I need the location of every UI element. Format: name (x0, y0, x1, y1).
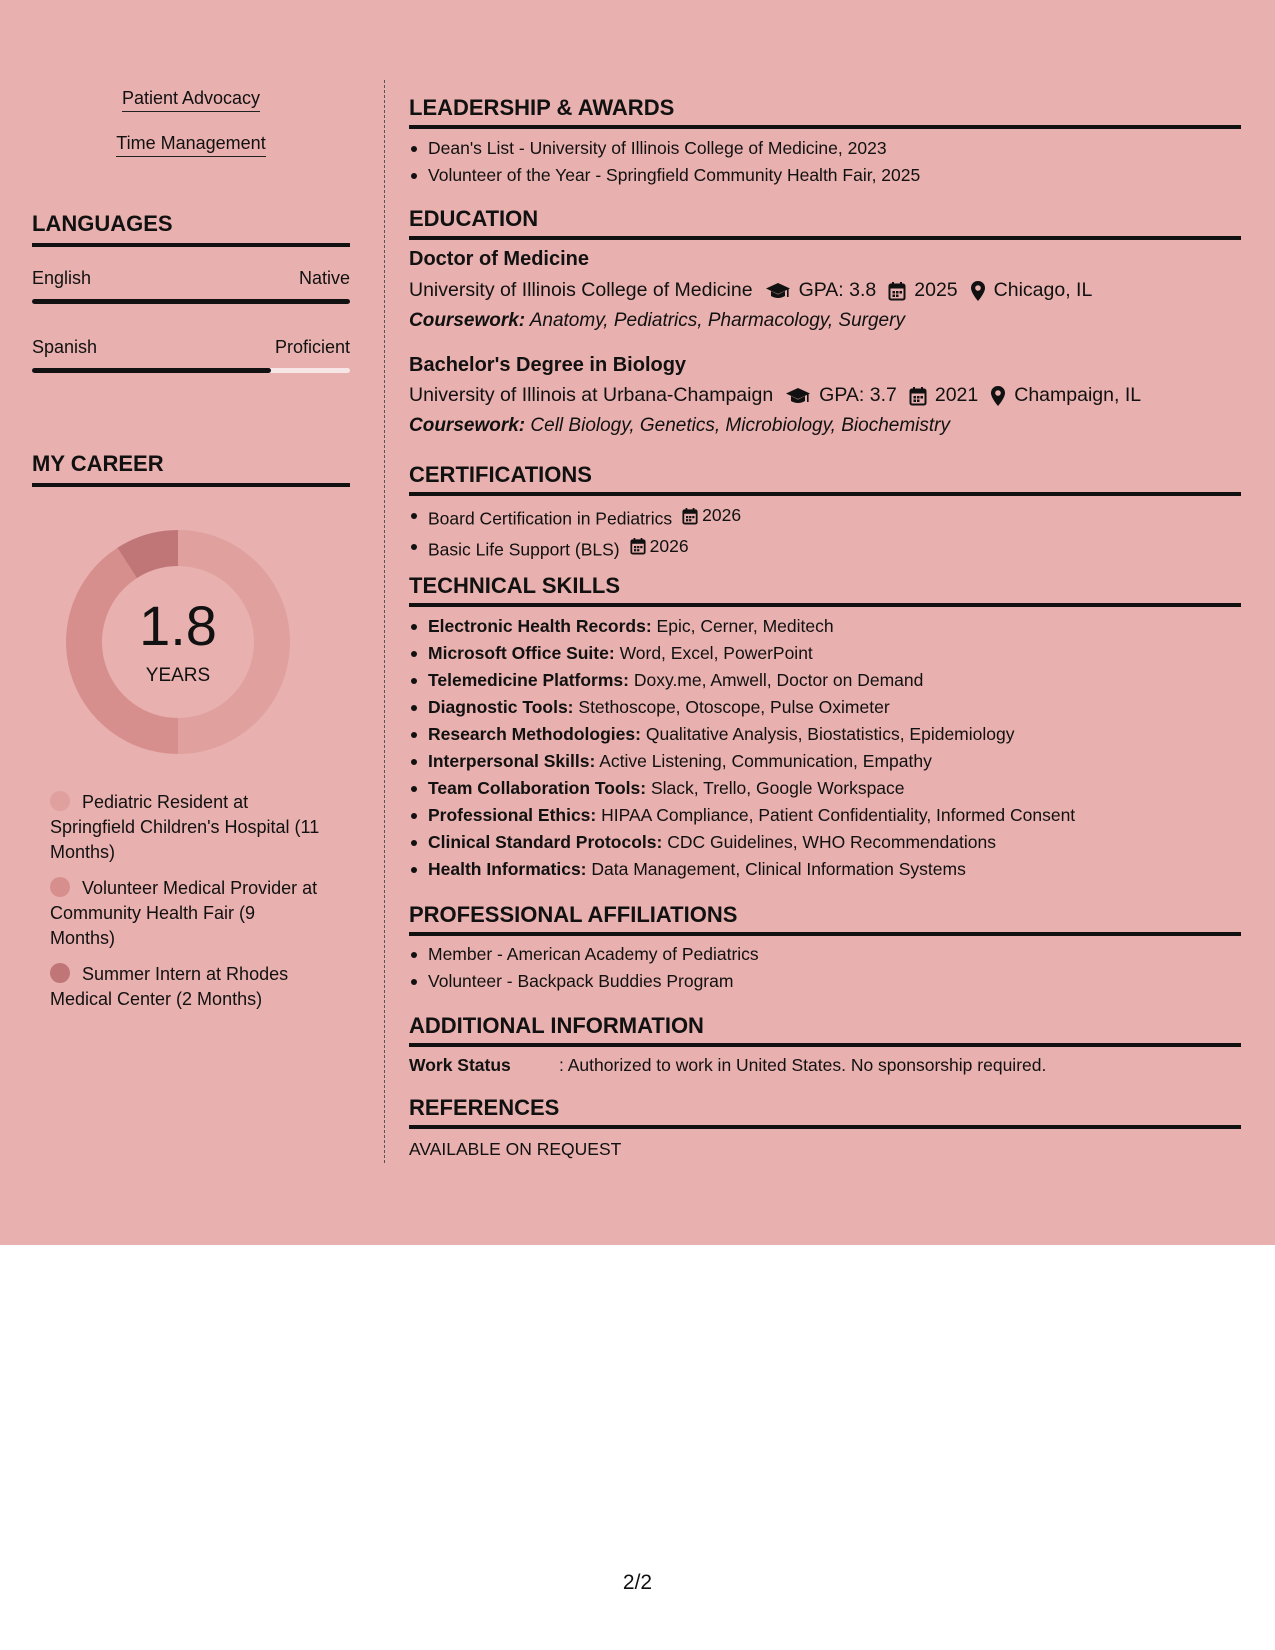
skill-values: Slack, Trello, Google Workspace (650, 778, 905, 798)
additional-info-heading: ADDITIONAL INFORMATION (409, 1013, 1241, 1047)
list-item (409, 667, 1241, 694)
skill-category: Electronic Health Records: (428, 616, 652, 636)
career-total: 1.8 (139, 594, 217, 657)
technical-skills-heading: TECHNICAL SKILLS (409, 573, 1241, 607)
list-item (409, 829, 1241, 856)
coursework-list: Cell Biology, Genetics, Microbiology, Biochemistry (530, 415, 950, 436)
leadership-list (409, 135, 1241, 189)
skill-values: Data Management, Clinical Information Systems (591, 859, 966, 879)
certification-year: 2026 (649, 535, 689, 556)
skill-values: CDC Guidelines, WHO Recommendations (667, 832, 996, 852)
skill-category: Interpersonal Skills: (428, 751, 596, 771)
certification-name: Board Certification in Pediatrics (428, 508, 673, 529)
career-legend-item (50, 876, 320, 951)
graduation-year: 2025 (914, 279, 958, 301)
skill-values: Active Listening, Communication, Empathy (599, 751, 932, 771)
skill-values: Stethoscope, Otoscope, Pulse Oximeter (578, 697, 890, 717)
references-heading: REFERENCES (409, 1095, 1241, 1129)
list-item (409, 533, 1241, 564)
location-pin-icon (990, 385, 1006, 407)
work-status-value: : Authorized to work in United States. No sponsorship required. (559, 1055, 1047, 1075)
list-item (409, 775, 1241, 802)
school-name: University of Illinois at Urbana-Champaign (409, 384, 774, 406)
skill-category: Professional Ethics: (428, 805, 597, 825)
calendar-icon (682, 507, 698, 525)
certifications-heading: CERTIFICATIONS (409, 462, 1241, 496)
list-item (409, 856, 1241, 883)
skill-category: Microsoft Office Suite: (428, 643, 615, 663)
certification-name: Basic Life Support (BLS) (428, 539, 620, 559)
degree-title: Bachelor's Degree in Biology (409, 354, 687, 376)
language-name: English (32, 268, 92, 288)
list-item (409, 694, 1241, 721)
list-item (409, 502, 1241, 533)
skill-values: Doxy.me, Amwell, Doctor on Demand (633, 670, 924, 690)
list-item: Member - American Academy of Pediatrics (409, 941, 1241, 968)
list-item (409, 748, 1241, 775)
legend-text: Pediatric Resident at Springfield Children's Hospital (11 Months) (50, 792, 320, 862)
skill-category: Research Methodologies: (428, 724, 641, 744)
language-level: Native (298, 268, 350, 288)
skill-values: Epic, Cerner, Meditech (656, 616, 834, 636)
school-location: Champaign, IL (1014, 384, 1142, 406)
calendar-icon (630, 537, 646, 555)
languages-heading: LANGUAGES (32, 211, 350, 247)
education-heading: EDUCATION (409, 206, 1241, 240)
list-item (409, 613, 1241, 640)
calendar-icon (888, 281, 906, 301)
calendar-icon (909, 386, 927, 406)
legend-text: Summer Intern at Rhodes Medical Center (2 Months) (50, 964, 289, 1009)
skill-values: HIPAA Compliance, Patient Confidentiality, Informed Consent (601, 805, 1076, 825)
list-item (409, 721, 1241, 748)
coursework (409, 415, 950, 437)
skill-category: Health Informatics: (428, 859, 587, 879)
references-text: AVAILABLE ON REQUEST (409, 1139, 622, 1159)
list-item: Dean's List - University of Illinois College of Medicine, 2023 (409, 135, 1241, 162)
skill-category: Diagnostic Tools: (428, 697, 574, 717)
graduation-cap-icon (765, 281, 791, 301)
list-item: Volunteer of the Year - Springfield Community Health Fair, 2025 (409, 162, 1241, 189)
language-bar-fill (32, 299, 350, 304)
coursework-label: Coursework: (409, 415, 526, 436)
skill-tag (32, 88, 350, 112)
legend-dot (50, 791, 70, 811)
location-pin-icon (970, 280, 986, 302)
career-heading: MY CAREER (32, 451, 350, 487)
gpa: GPA: 3.8 (798, 279, 877, 301)
education-details (409, 279, 1092, 302)
school-name: University of Illinois College of Medicine (409, 279, 753, 301)
column-divider (384, 80, 385, 1163)
leadership-heading: LEADERSHIP & AWARDS (409, 95, 1241, 129)
legend-text: Volunteer Medical Provider at Community Health Fair (9 Months) (50, 878, 318, 948)
list-item (409, 640, 1241, 667)
education-details (409, 384, 1141, 407)
page-number: 2/2 (622, 1571, 653, 1594)
certifications-list (409, 502, 1241, 563)
skill-category: Team Collaboration Tools: (428, 778, 647, 798)
career-legend-item (50, 790, 320, 865)
work-status-label: Work Status (409, 1055, 511, 1075)
list-item (409, 802, 1241, 829)
career-legend-item (50, 962, 320, 1012)
skill-category: Telemedicine Platforms: (428, 670, 629, 690)
coursework-list: Anatomy, Pediatrics, Pharmacology, Surgery (529, 310, 905, 331)
legend-dot (50, 877, 70, 897)
language-bar (32, 368, 350, 373)
list-item: Volunteer - Backpack Buddies Program (409, 968, 1241, 995)
language-bar (32, 299, 350, 304)
skill-values: Word, Excel, PowerPoint (619, 643, 813, 663)
career-unit: YEARS (145, 665, 211, 686)
school-location: Chicago, IL (993, 279, 1093, 301)
skill-tag-label: Time Management (116, 133, 265, 157)
skill-tag-label: Patient Advocacy (122, 88, 260, 112)
skill-values: Qualitative Analysis, Biostatistics, Epidemiology (645, 724, 1015, 744)
language-name: Spanish (32, 337, 98, 357)
technical-skills-list (409, 613, 1241, 883)
graduation-year: 2021 (934, 384, 979, 406)
legend-dot (50, 963, 70, 983)
graduation-cap-icon (785, 386, 811, 406)
certification-year: 2026 (702, 505, 742, 525)
language-level: Proficient (274, 337, 350, 357)
language-bar-fill (32, 368, 271, 373)
gpa: GPA: 3.7 (819, 384, 897, 406)
skill-tag (32, 133, 350, 157)
affiliations-list (409, 941, 1241, 995)
skill-category: Clinical Standard Protocols: (428, 832, 663, 852)
work-status-row (409, 1055, 1046, 1076)
degree-title: Doctor of Medicine (409, 248, 590, 270)
coursework-label: Coursework: (409, 310, 526, 331)
affiliations-heading: PROFESSIONAL AFFILIATIONS (409, 902, 1241, 936)
coursework (409, 310, 905, 332)
